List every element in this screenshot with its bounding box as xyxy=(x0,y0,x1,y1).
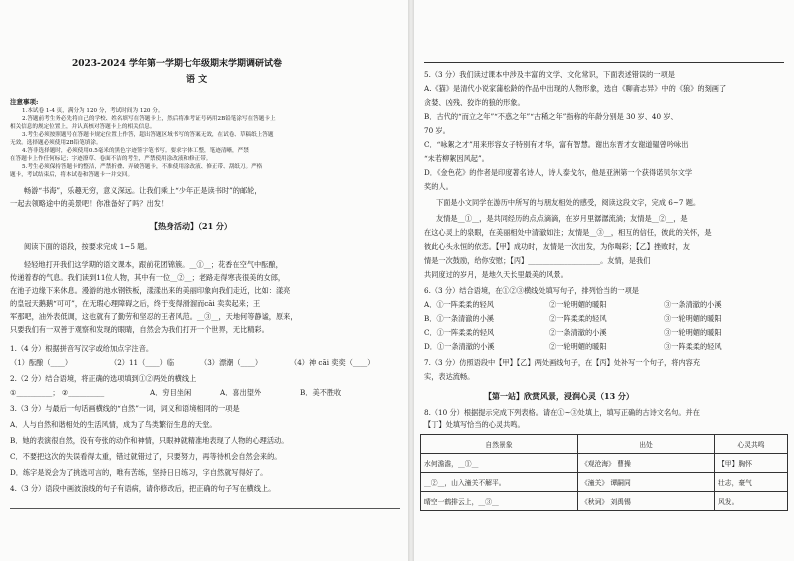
q6-option-b2: ②一阵柔柔的轻风 xyxy=(549,314,607,323)
table-cell[interactable]: 【甲】胸怀 xyxy=(715,454,788,473)
section-station-1: 【第一站】欣赏风景，浸润心灵（13 分） xyxy=(484,391,634,401)
q5-option[interactable]: A.《猫》是清代小说家蒲松龄的作品中出现的人物形象，选自《聊斋志异》中的《狼》的刻画了 xyxy=(424,84,727,93)
subject-title: 语 文 xyxy=(186,75,208,85)
question-7: 7.（3 分）仿照语段中【甲】【乙】两处画线句子，在【丙】处补写一个句子，将内容充 xyxy=(424,358,701,367)
notice-line: 4.答非选择题时，必须使用0.5毫米的黑色字迹签字笔书写。要求字体工整，笔迹清晰，严禁 xyxy=(22,148,249,154)
para-intro: 下面是小文同学在游历中所写的与朋友相处的感受，阅读这段文字，完成 6~7 题。 xyxy=(436,198,701,207)
notice-line: 在答题卡上作任何标记；字迹潦草、卷面不洁的考生，严禁使用涂改液和修正带。 xyxy=(10,156,212,162)
q2-option: B．美不胜收 xyxy=(300,388,342,397)
notice-line: 相关信息的规定位置上，并认真核对答题卡上的相关信息。 xyxy=(10,124,156,130)
table-cell[interactable]: 晴空一鹤排云上，__③__ xyxy=(421,492,578,511)
table-cell[interactable]: __②__，山入潼关不解平。 xyxy=(421,473,578,492)
question-3: 3.（3 分）与最后一句话画横线的“自然”一词，词义和语境相同的一项是 xyxy=(10,404,240,413)
intro-line: 一起去领略途中的美景吧！你准备好了吗？出发！ xyxy=(10,199,169,208)
question-7-cont: 实，表达流畅。 xyxy=(424,372,475,381)
passage-line: 的皇冠天鹅鹅“可可”，在无瑕心理障碍之后，终于变得滑溜而cāi 卖卖起来；王 xyxy=(10,299,261,308)
section-warmup: 【热身活动】（21 分） xyxy=(150,221,232,231)
q2-option: A．穷目坐闲 xyxy=(150,388,192,397)
q6-option-a1[interactable]: A．①一阵柔柔的轻风 xyxy=(424,300,494,309)
table-cell[interactable]: 水何澹澹，__①__ xyxy=(421,454,578,473)
notice-title: 注意事项: xyxy=(10,98,39,106)
q6-option-a3: ③一条清澈的小溪 xyxy=(664,300,722,309)
passage-line: 轻轻地打开我们这学期的语文课本，跟前花团锦簇。__①__；花香在空气中酝酿， xyxy=(24,260,283,269)
q1-item[interactable]: （4）神 cāi 奕奕（____） xyxy=(290,358,375,367)
q6-option-b1[interactable]: B．①一条清澈的小溪 xyxy=(424,314,494,323)
notice-line: 1.本试卷 1-4 页，满分为 120 分，考试时间为 120 分。 xyxy=(22,108,164,114)
q3-option[interactable]: C．不要把这次的失误看得太重，错过就错过了，只要努力，再等待机会自然会来的。 xyxy=(10,452,282,461)
q5-option[interactable]: B．古代的“而立之年”“不惑之年”“古稀之年”指称的年龄分别是 30 岁、40 岁、 xyxy=(424,112,678,121)
para-line: 在这心灵上的泉眼，在美丽相处中清澈如注；友情是__③__，相互的信任，彼此的关怀，是 xyxy=(424,228,712,237)
table-cell[interactable]: 壮志，豪气 xyxy=(715,473,788,492)
table-header: 自然景象 xyxy=(421,435,578,454)
para-line: 彼此心头永恒的依恋。【甲】成功时，友情是一次出发，为你喝彩；【乙】挫败时，友 xyxy=(424,242,690,251)
poem-table xyxy=(420,434,788,511)
question-4: 4.（3 分）语段中画波浪线的句子有语病，请你修改后，把正确的句子写在横线上。 xyxy=(10,484,276,493)
para-line: 情是一次鼓励，给你安慰；【丙】____________________。友情，是我们 xyxy=(424,256,651,265)
q5-option: 70 岁。 xyxy=(424,126,450,135)
notice-line: 题卡，考试结束后，将本试卷和答题卡一并交回。 xyxy=(10,172,134,178)
passage-line: 传递着春的气息。我们读到11位人物，其中有一位__②__；老路走得寒丧很美的女郎， xyxy=(10,273,286,282)
q2-blank[interactable]: ①__________； ②__________ xyxy=(10,388,105,397)
table-row xyxy=(421,454,788,473)
notice-line: 无效。选择题必须使用2B铅笔填涂。 xyxy=(10,140,102,146)
question-5: 5.（3 分）我们读过课本中涉及丰富的文学、文化常识，下面表述错误的一项是 xyxy=(424,70,675,79)
notice-line: 3.考生必须按照题号在答题卡规定位置上作答，超出答题区域书写的答案无效，在试卷、草稿纸上答题 xyxy=(22,132,274,138)
q5-option[interactable]: D．《金色花》的作者是印度著名诗人，诗人泰戈尔，他是亚洲第一个获得诺贝尔文学 xyxy=(424,168,693,177)
notice-line: 2.答题前考生务必先将自己的学校、姓名填写在答题卡上，然后将准考证号码用2B铅笔涂写在答题卡上 xyxy=(22,116,276,122)
q6-option-c2: ②一条清澈的小溪 xyxy=(549,328,607,337)
q5-option: “未若柳絮因风起”。 xyxy=(424,154,489,163)
q1-item[interactable]: （1）酝酿（____） xyxy=(10,358,73,367)
para-line: 共同度过的岁月，是地久天长里最美的风景。 xyxy=(424,270,568,279)
question-8-cont: 【丁】处填写恰当的心灵共鸣。 xyxy=(424,420,525,429)
q3-option[interactable]: B．她的表演很自然，没有夸张的动作和神情，只眼神就精准地表现了人物的心理活动。 xyxy=(10,436,289,445)
q6-option-d1[interactable]: D．①一条清澈的小溪 xyxy=(424,342,495,351)
question-8: 8.（10 分）根据提示完成下列表格。请在①~③处填上，填写正确的古诗文名句。并在 xyxy=(424,408,700,417)
warmup-instruction: 阅读下面的语段，按要求完成 1~5 题。 xyxy=(24,242,152,251)
table-cell: 《观沧海》 曹操 xyxy=(578,454,715,473)
q2-option: A．喜出望外 xyxy=(220,388,262,397)
notice-line: 5.考生必须保持答题卡的整洁，严禁折叠、弄破答题卡，不准使用涂改液、修正带、刮纸刀。严格 xyxy=(22,164,263,170)
q3-option[interactable]: D．练字是说会为了挑选可言的，唯有苦练，坚持日日练习，字自然就写得好了。 xyxy=(10,468,268,477)
q5-option: 奖的人。 xyxy=(424,182,453,191)
q6-option-d2: ②一轮明媚的暖阳 xyxy=(549,342,607,351)
question-6: 6.（3 分）结合语境，在①②③横线处填写句子，排列恰当的一项是 xyxy=(424,286,639,295)
table-header: 出处 xyxy=(578,435,715,454)
table-cell: 《秋词》 刘禹锡 xyxy=(578,492,715,511)
q6-option-c1[interactable]: C．①一阵柔柔的轻风 xyxy=(424,328,495,337)
q6-option-b3: ③一轮明媚的暖阳 xyxy=(664,314,722,323)
q1-item[interactable]: （3）漂潮（____） xyxy=(200,358,263,367)
q6-option-c3: ③一轮明媚的暖阳 xyxy=(664,328,722,337)
table-header: 心灵共鸣 xyxy=(715,435,788,454)
table-cell: 《潼关》 谭嗣同 xyxy=(578,473,715,492)
table-row xyxy=(421,473,788,492)
para-line: 友情是__①__，是共同经历的点点滴滴，在岁月里潺潺流淌；友情是__②__，是 xyxy=(436,214,688,223)
q3-option[interactable]: A．人与自然和谐相处的生活风情，成为了鸟类繁衍生息的天堂。 xyxy=(10,420,217,429)
passage-line: 只要我们有一双善于观察和发现的眼睛，自然会为我们打开一个世界，无比精彩。 xyxy=(10,325,269,334)
question-1: 1.（4 分）根据拼音写汉字或给加点字注音。 xyxy=(10,344,154,353)
answer-line[interactable] xyxy=(10,508,400,509)
q5-option[interactable]: C．“咏絮之才”用来形容女子特别有才华，富有智慧。谢出东晋才女谢道韫曾吟咏出 xyxy=(424,140,689,149)
q6-option-a2: ②一轮明媚的暖阳 xyxy=(549,300,607,309)
header-rule xyxy=(424,62,784,63)
question-2: 2.（2 分）结合语境，将正确的选项填到①②两处的横线上 xyxy=(10,374,197,383)
exam-title: 2023-2024 学年第一学期七年级期末学期调研试卷 xyxy=(72,59,282,69)
q6-option-d3: ③一阵柔柔的轻风 xyxy=(664,342,722,351)
table-cell[interactable]: 风发。 xyxy=(715,492,788,511)
intro-line: 畅游“书海”，乐趣无穷，意义深远。让我们乘上“少年正是读书时”的邮轮， xyxy=(24,186,262,195)
passage-line: 在池子边缘下来休息。漫游的池水钢铁板，漾漾出来的美丽印象向我们走近，比如：漾亮 xyxy=(10,286,291,295)
right-page xyxy=(414,0,794,561)
table-header-row xyxy=(421,435,788,454)
q1-item[interactable]: （2）11（____）临 xyxy=(110,358,175,367)
q5-option: 贪婪、凶残、狡诈的狼的形象。 xyxy=(424,98,525,107)
table-row xyxy=(421,492,788,511)
passage-line: 军那吧，油外表低调，这也就有了勤劳和坚忍的王者风范。__③__，天地何等静谧，原来， xyxy=(10,312,298,321)
